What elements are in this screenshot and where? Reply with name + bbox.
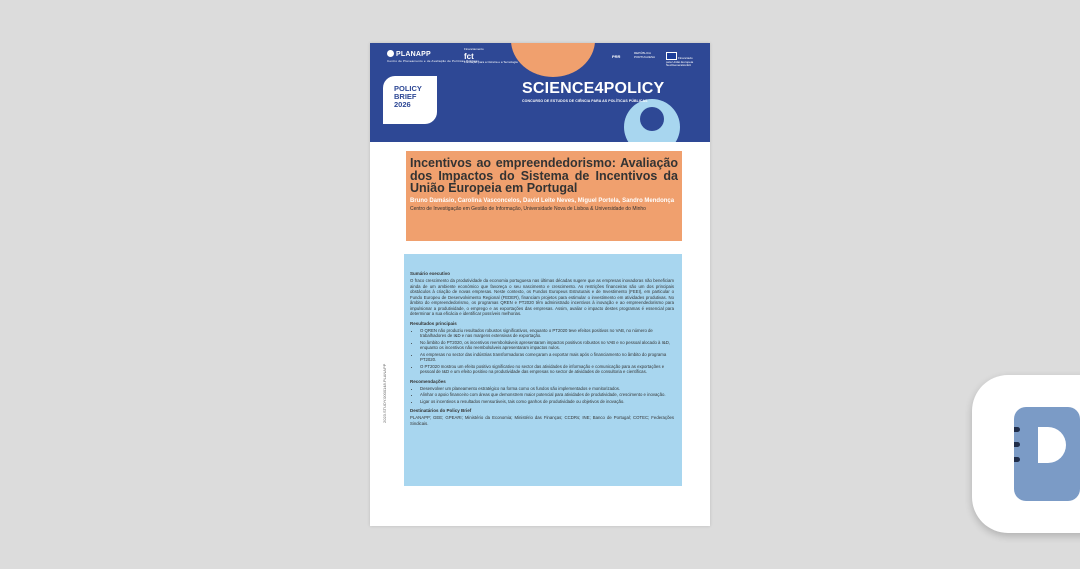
eu-logo: Financiado pela União Europeia NextGenerationEU (666, 52, 696, 68)
republica-logo: REPÚBLICA PORTUGUESA (634, 51, 655, 59)
decorative-blue-ring (624, 99, 680, 142)
authors: Bruno Damásio, Carolina Vasconcelos, David Leite Neves, Miguel Portela, Sandro Mendonça (410, 197, 675, 204)
recommendations-heading: Recomendações (410, 378, 446, 384)
notebook-ring-1 (1014, 427, 1020, 432)
results-heading: Resultados principais (410, 320, 457, 326)
list-item: • O QREN não produziu resultados robustos significativos, enquanto o PT2020 teve efeitos positivos no VAB, no número de trabalhadores de I&D e nas margens extensivas de exportação. (420, 328, 674, 339)
title-block (406, 151, 682, 241)
fct-logo: Financiamento fct Fundação para a Ciência e a Tecnologia (464, 47, 518, 65)
list-item: • No âmbito do PT2020, os incentivos reembolsáveis apresentaram impactos positivos robustos no VAB e no pessoal alocado à I&D, enquanto os incentivos não reembolsáveis apresentaram impactos nulos. (420, 340, 674, 351)
notebook-ring-3 (1014, 457, 1020, 462)
recommendations-list (410, 386, 674, 405)
recipients-heading: Destinatários do Policy Brief (410, 408, 472, 413)
notebook-ring-2 (1014, 442, 1020, 447)
document-code: 2023.STUDY.0000148.PLANAPP (382, 363, 387, 423)
policy-brief-page (370, 43, 710, 526)
notebook-icon[interactable] (1014, 407, 1080, 501)
list-item: • As empresas no sector das indústrias transformadoras começaram a exportar mais após o financiamento no âmbito do programa PT2020. (420, 352, 674, 363)
science4policy-title: SCIENCE4POLICY (522, 80, 665, 97)
summary-heading: Sumário executivo (410, 271, 451, 276)
list-item: • Desenvolver um planeamento estratégico na forma como os fundos são implementados e monitorizados. (420, 386, 674, 392)
brief-header (370, 43, 710, 142)
executive-summary (404, 254, 682, 486)
document-title: Incentivos ao empreendedorismo: Avaliação dos Impactos do Sistema de Incentivos da União Europeia em Portugal (410, 156, 678, 195)
recipients-text: PLANAPP; GEE; GPEARI; Ministério da Economia; Ministério das Finanças; CCDRs; INE; Banco de Portugal; COTEC; Federações Sindicais. (410, 415, 674, 426)
affiliation: Centro de Investigação em Gestão de Informação, Universidade Nova de Lisboa & Universidade do Minho (410, 205, 646, 212)
planapp-mark-icon (387, 50, 394, 57)
decorative-orange-circle (511, 43, 595, 77)
prr-logo: PRR (612, 54, 621, 59)
list-item: • Alinhar o apoio financeiro com áreas que demonstrem maior potencial para atividades de produtividade, crescimento e inovação. (420, 392, 674, 398)
summary-text: O fraco crescimento da produtividade da economia portuguesa nas últimas décadas sugere que as empresas inovadoras não beneficiam ainda de um ambiente económico que favoreça o seu nascimento e crescimento. As restrições financeiras são um dos principais obstáculos à criação de novas empresas. Neste contexto, os Fundos Europeus Estruturais e de Investimento (FEEI), em particular o Fundo Europeu de Desenvolvimento Regional (FEDER), financiam projetos para estimular o investimento em atividades produtivas. No âmbito do empreendedorismo, os programas QREN e PT2020 têm administrado incentivos à inovação e ao empreendedorismo para impulsionar a produtividade, o emprego e as exportações das empresas. Assim, avaliar o impacto destes programas é essencial para determinar a sua eficácia e identificar possíveis melhorias. (410, 278, 674, 316)
policy-brief-badge: POLICY BRIEF 2026 (383, 76, 437, 124)
results-list (410, 328, 674, 375)
planapp-logo: PLANAPP Centro de Planeamento e de Avaliação de Políticas Públicas (387, 51, 480, 63)
science4policy-subtitle: CONCURSO DE ESTUDOS DE CIÊNCIA PARA AS POLÍTICAS PÚBLICAS (522, 99, 648, 103)
list-item: • Ligar os incentivos a resultados mensuráveis, tais como ganhos de produtividade ou objetivos de inovação. (420, 399, 674, 405)
list-item: • O PT2020 mostrou um efeito positivo significativo no sector das atividades de informação e comunicação para as exportações e pessoal de I&D e um efeito positivo na produtividade das empresas no sector de atividades de consultoria e científicas. (420, 364, 674, 375)
